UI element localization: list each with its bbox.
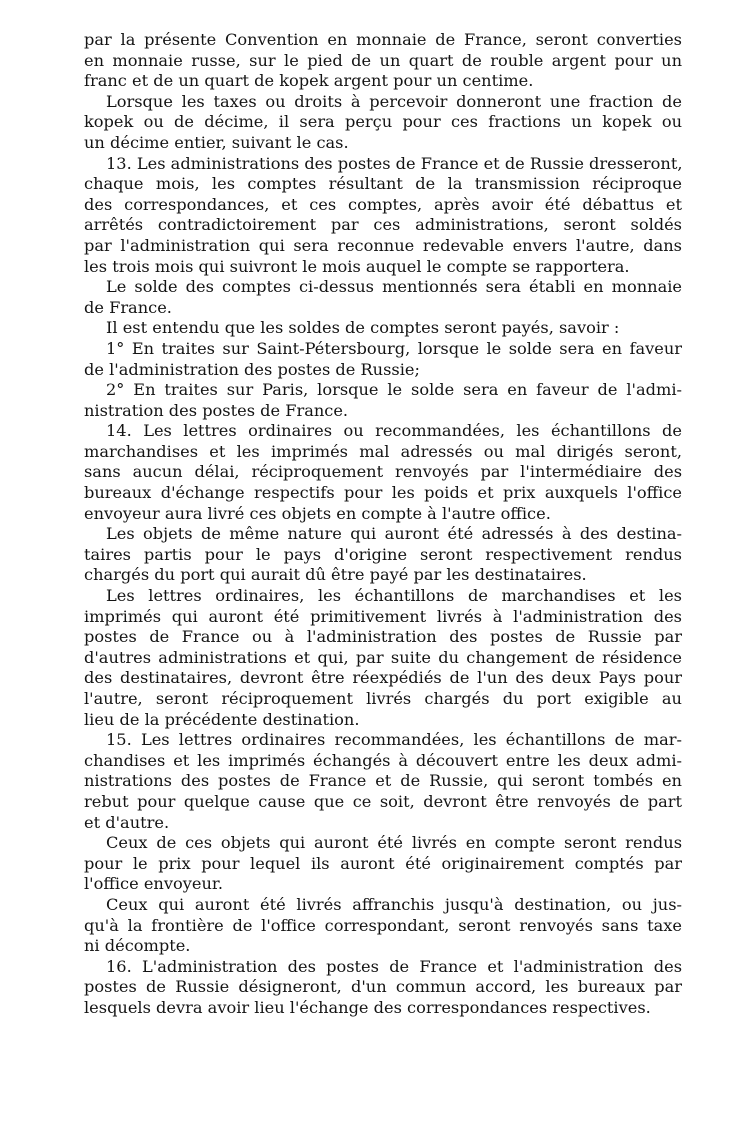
text-line: 1° En traites sur Saint-Pétersbourg, lorsque le solde sera en faveur bbox=[106, 338, 682, 358]
text-line: de France. bbox=[84, 297, 172, 317]
text-line: Ceux qui auront été livrés affranchis jusqu'à destination, ou jus- bbox=[106, 894, 682, 914]
text-line: les trois mois qui suivront le mois auquel le compte se rapportera. bbox=[84, 256, 630, 276]
text-line: chaque mois, les comptes résultant de la transmission réciproque bbox=[84, 174, 682, 194]
paragraph bbox=[84, 730, 682, 833]
paragraph bbox=[84, 92, 682, 154]
text-line: taires partis pour le pays d'origine seront respectivement rendus bbox=[84, 544, 682, 564]
text-line: en monnaie russe, sur le pied de un quart de rouble argent pour un bbox=[84, 50, 682, 70]
text-line: chandises et les imprimés échangés à découvert entre les deux admi- bbox=[84, 750, 682, 770]
text-line: Il est entendu que les soldes de comptes seront payés, savoir : bbox=[106, 318, 620, 338]
text-line: Les lettres ordinaires, les échantillons de marchandises et les bbox=[106, 586, 682, 606]
text-line: des destinataires, devront être réexpédiés de l'un des deux Pays pour bbox=[84, 668, 682, 688]
text-line: de l'administration des postes de Russie; bbox=[84, 359, 420, 379]
text-line: nistrations des postes de France et de Russie, qui seront tombés en bbox=[84, 771, 682, 791]
paragraph bbox=[84, 586, 682, 730]
text-line: un décime entier, suivant le cas. bbox=[84, 132, 349, 152]
paragraph bbox=[84, 895, 682, 957]
text-line: arrêtés contradictoirement par ces administrations, seront soldés bbox=[84, 215, 682, 235]
paragraph bbox=[84, 30, 682, 92]
text-line: bureaux d'échange respectifs pour les poids et prix auxquels l'office bbox=[84, 483, 682, 503]
text-line: l'autre, seront réciproquement livrés chargés du port exigible au bbox=[84, 689, 682, 708]
text-line: et d'autre. bbox=[84, 812, 170, 832]
text-line: 13. Les administrations des postes de France et de Russie dresseront, bbox=[106, 153, 682, 173]
paragraph bbox=[84, 277, 682, 318]
text-line: 2° En traites sur Paris, lorsque le solde sera en faveur de l'admi- bbox=[106, 380, 682, 400]
text-line: ni décompte. bbox=[84, 936, 191, 956]
text-line: nistration des postes de France. bbox=[84, 400, 349, 420]
paragraph bbox=[84, 421, 682, 524]
text-line: postes de France ou à l'administration des postes de Russie par bbox=[84, 627, 682, 647]
text-line: imprimés qui auront été primitivement livrés à l'administration des bbox=[84, 606, 682, 626]
paragraph bbox=[84, 380, 682, 421]
text-line: 16. L'administration des postes de France et l'administration des bbox=[106, 956, 682, 976]
paragraph bbox=[84, 957, 682, 1019]
text-line: sans aucun délai, réciproquement renvoyés par l'intermédiaire des bbox=[84, 462, 682, 482]
text-line: lesquels devra avoir lieu l'échange des correspondances respectives. bbox=[84, 997, 651, 1017]
text-line: qu'à la frontière de l'office correspondant, seront renvoyés sans taxe bbox=[84, 915, 682, 935]
text-line: rebut pour quelque cause que ce soit, devront être renvoyés de part bbox=[84, 791, 682, 811]
text-line: Lorsque les taxes ou droits à percevoir donneront une fraction de bbox=[106, 91, 682, 111]
text-line: d'autres administrations et qui, par suite du changement de résidence bbox=[84, 647, 682, 667]
text-line: chargés du port qui aurait dû être payé par les destinataires. bbox=[84, 565, 587, 585]
paragraph bbox=[84, 833, 682, 895]
text-line: kopek ou de décime, il sera perçu pour ces fractions un kopek ou bbox=[84, 112, 682, 132]
paragraph bbox=[84, 339, 682, 380]
text-line: envoyeur aura livré ces objets en compte à l'autre office. bbox=[84, 503, 551, 523]
text-line: pour le prix pour lequel ils auront été originairement comptés par bbox=[84, 853, 682, 873]
text-line: Le solde des comptes ci-dessus mentionnés sera établi en monnaie bbox=[106, 277, 682, 297]
paragraph bbox=[84, 524, 682, 586]
paragraph bbox=[84, 154, 682, 278]
text-line: des correspondances, et ces comptes, après avoir été débattus et bbox=[84, 194, 682, 214]
text-line: 14. Les lettres ordinaires ou recommandées, les échantillons de bbox=[106, 421, 682, 441]
text-line: Les objets de même nature qui auront été adressés à des destina- bbox=[106, 524, 682, 544]
paragraph bbox=[84, 318, 682, 339]
text-line: par la présente Convention en monnaie de France, seront converties bbox=[84, 30, 682, 49]
text-line: par l'administration qui sera reconnue redevable envers l'autre, dans bbox=[84, 235, 682, 255]
text-line: Ceux de ces objets qui auront été livrés en compte seront rendus bbox=[106, 833, 682, 853]
text-line: postes de Russie désigneront, d'un commun accord, les bureaux par bbox=[84, 977, 682, 997]
text-line: marchandises et les imprimés mal adressés ou mal dirigés seront, bbox=[84, 441, 682, 461]
text-line: lieu de la précédente destination. bbox=[84, 709, 360, 729]
text-line: l'office envoyeur. bbox=[84, 874, 223, 894]
text-line: 15. Les lettres ordinaires recommandées, les échantillons de mar- bbox=[106, 730, 682, 750]
text-line: franc et de un quart de kopek argent pour un centime. bbox=[84, 71, 534, 91]
document-page bbox=[84, 30, 682, 1019]
